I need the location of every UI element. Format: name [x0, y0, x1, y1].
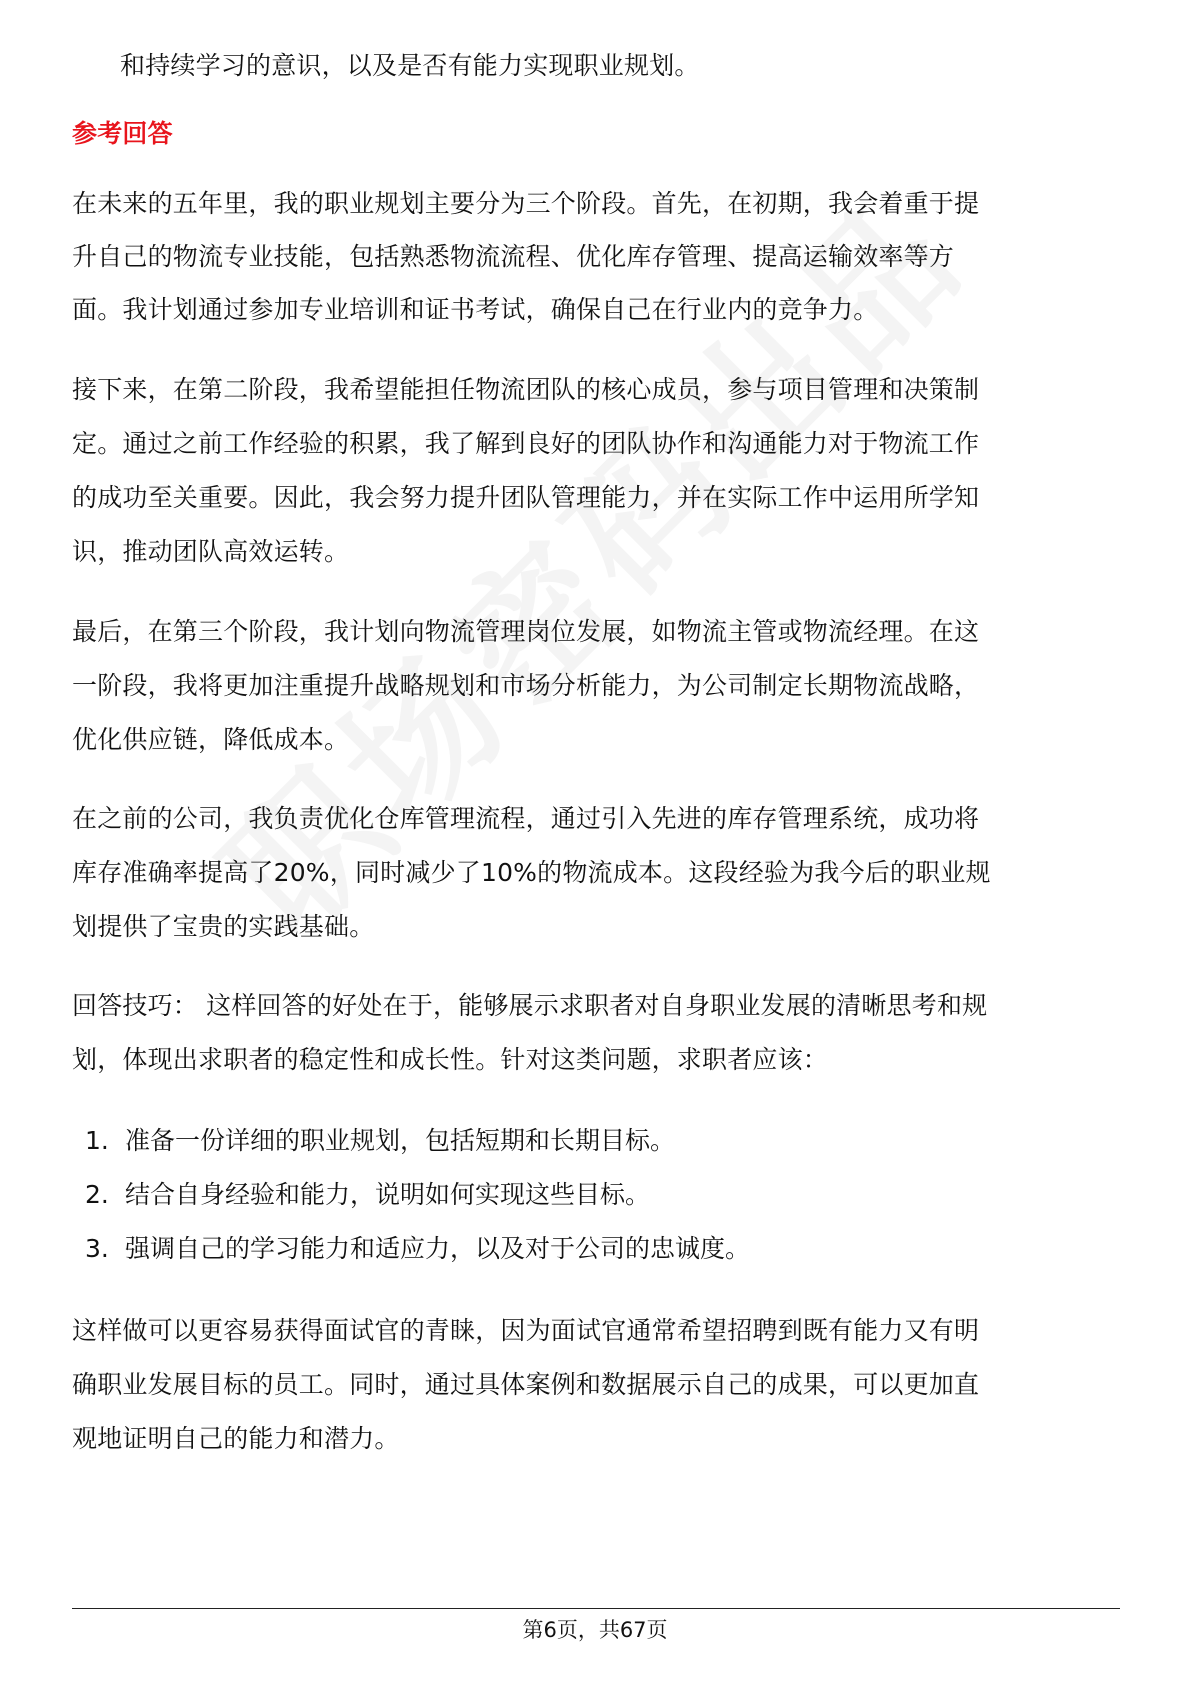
paragraph-line: 回答技巧： 这样回答的好处在于，能够展示求职者对自身职业发展的清晰思考和规 — [72, 991, 988, 1020]
paragraph-line: 升自己的物流专业技能，包括熟悉物流流程、优化库存管理、提高运输效率等方 — [72, 242, 955, 271]
paragraph-line: 观地证明自己的能力和潜力。 — [72, 1424, 400, 1453]
paragraph-line: 一阶段，我将更加注重提升战略规划和市场分析能力，为公司制定长期物流战略， — [72, 671, 980, 700]
list-item-text: 强调自己的学习能力和适应力，以及对于公司的忠诚度。 — [125, 1234, 751, 1263]
paragraph-line: 确职业发展目标的员工。同时，通过具体案例和数据展示自己的成果，可以更加直 — [72, 1370, 980, 1399]
list-item-text: 准备一份详细的职业规划，包括短期和长期目标。 — [125, 1126, 676, 1155]
paragraph-line: 这样做可以更容易获得面试官的青睐，因为面试官通常希望招聘到既有能力又有明 — [72, 1316, 980, 1345]
list-item-number: 3. — [85, 1234, 109, 1263]
paragraph-line: 划提供了宝贵的实践基础。 — [72, 912, 375, 941]
reference-answer-heading: 参考回答 — [72, 119, 173, 148]
paragraph-line: 库存准确率提高了20%，同时减少了10%的物流成本。这段经验为我今后的职业规 — [72, 858, 991, 887]
paragraph-line: 划，体现出求职者的稳定性和成长性。针对这类问题，求职者应该： — [72, 1045, 829, 1074]
paragraph-line: 识，推动团队高效运转。 — [72, 537, 350, 566]
paragraph-line: 面。我计划通过参加专业培训和证书考试，确保自己在行业内的竞争力。 — [72, 295, 879, 324]
paragraph-line: 最后，在第三个阶段，我计划向物流管理岗位发展，如物流主管或物流经理。在这 — [72, 617, 980, 646]
paragraph-line: 接下来，在第二阶段，我希望能担任物流团队的核心成员，参与项目管理和决策制 — [72, 375, 980, 404]
paragraph-line: 在之前的公司，我负责优化仓库管理流程，通过引入先进的库存管理系统，成功将 — [72, 804, 980, 833]
list-item-number: 2. — [85, 1180, 109, 1209]
page-number-footer: 第6页，共67页 — [522, 1618, 668, 1642]
paragraph-line: 的成功至关重要。因此，我会努力提升团队管理能力，并在实际工作中运用所学知 — [72, 483, 980, 512]
list-item-text: 结合自身经验和能力，说明如何实现这些目标。 — [125, 1180, 651, 1209]
paragraph-line: 优化供应链，降低成本。 — [72, 725, 350, 754]
paragraph-line: 定。通过之前工作经验的积累，我了解到良好的团队协作和沟通能力对于物流工作 — [72, 429, 980, 458]
footer-divider — [72, 1608, 1120, 1609]
paragraph-line: 在未来的五年里，我的职业规划主要分为三个阶段。首先，在初期，我会着重于提 — [72, 189, 980, 218]
list-item-number: 1. — [85, 1126, 109, 1155]
intro-tail-line: 和持续学习的意识，以及是否有能力实现职业规划。 — [120, 51, 700, 80]
